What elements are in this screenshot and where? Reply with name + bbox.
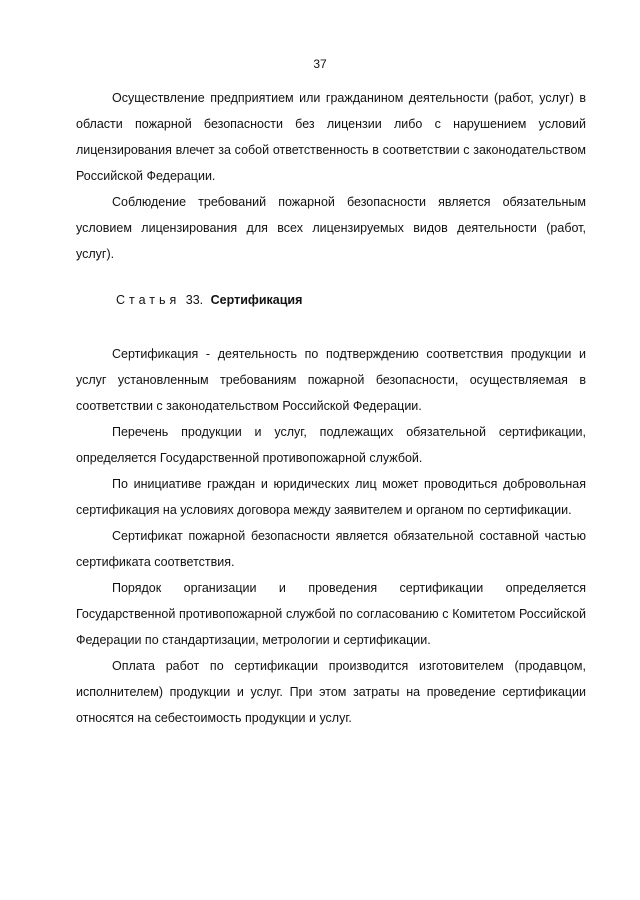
paragraph: Сертификат пожарной безопасности является обязательной составной частью сертификата соответствия. [76,529,586,569]
paragraph: Перечень продукции и услуг, подлежащих обязательной сертификации, определяется Государственной противопожарной службой. [76,425,586,465]
paragraph: Соблюдение требований пожарной безопасности является обязательным условием лицензирования для всех лицензируемых видов деятельности (работ, услуг). [76,195,586,261]
article-heading [116,290,302,310]
paragraph: Осуществление предприятием или гражданином деятельности (работ, услуг) в области пожарной безопасности без лицензии либо с нарушением условий лицензирования влечет за собой ответственность в соответствии с законодательством Российской Федерации. [76,91,586,183]
paragraph: Оплата работ по сертификации производится изготовителем (продавцом, исполнителем) продукции и услуг. При этом затраты на проведение сертификации относятся на себестоимость продукции и услуг. [76,659,586,725]
paragraph: По инициативе граждан и юридических лиц может проводиться добровольная сертификация на условиях договора между заявителем и органом по сертификации. [76,477,586,517]
intro-section [76,85,586,267]
paragraph: Сертификация - деятельность по подтверждению соответствия продукции и услуг установленным требованиям пожарной безопасности, осуществляемая в соответствии с законодательством Российской Федерации. [76,347,586,413]
article-number: 33. [185,293,204,307]
page-number: 37 [313,57,327,71]
paragraph: Порядок организации и проведения сертификации определяется Государственной противопожарной службой по согласованию с Комитетом Российской Федерации по стандартизации, метрологии и сертификации. [76,581,586,647]
article-title: Сертификация [210,293,303,307]
article-word: Статья [116,293,181,307]
article-body [76,341,586,731]
